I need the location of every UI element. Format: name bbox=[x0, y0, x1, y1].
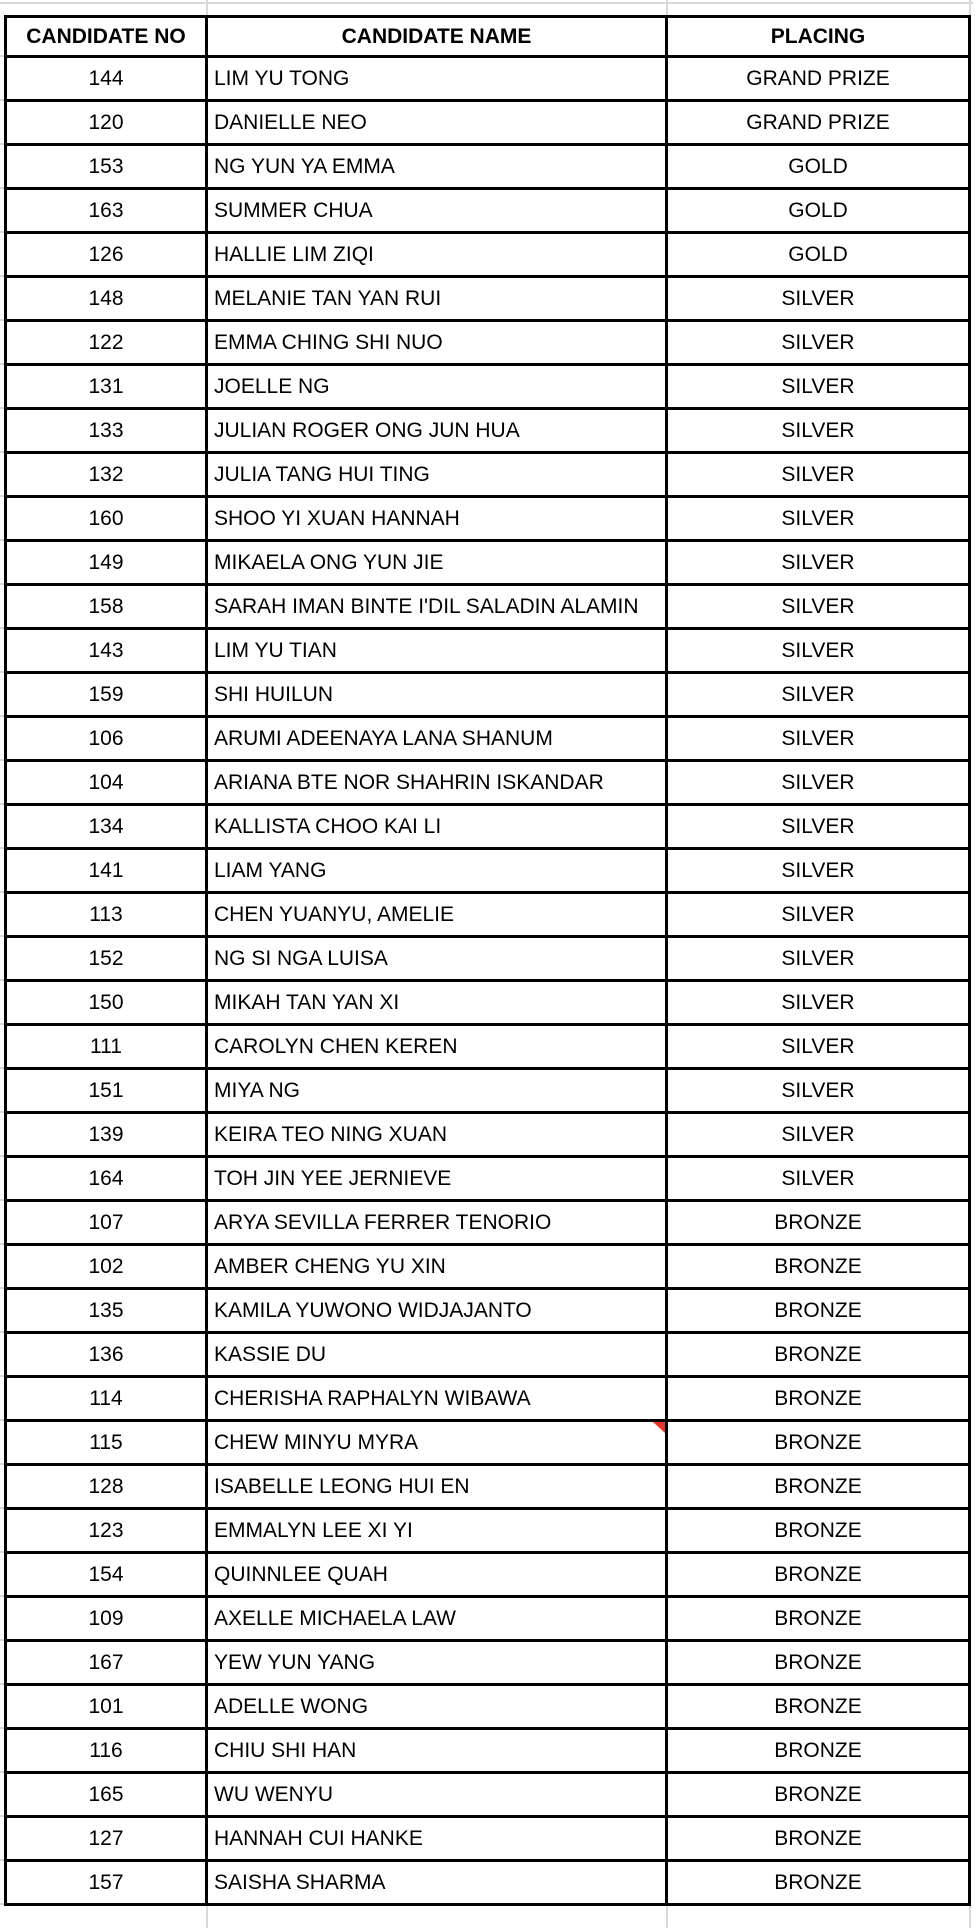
cell-candidate-name[interactable]: CHEW MINYU MYRA bbox=[208, 1422, 668, 1466]
cell-placing[interactable]: SILVER bbox=[668, 762, 968, 806]
cell-candidate-no[interactable]: 107 bbox=[7, 1202, 208, 1246]
cell-candidate-no[interactable]: 132 bbox=[7, 454, 208, 498]
cell-candidate-name[interactable]: EMMA CHING SHI NUO bbox=[208, 322, 668, 366]
table-row bbox=[7, 938, 968, 982]
cell-candidate-name[interactable]: EMMALYN LEE XI YI bbox=[208, 1510, 668, 1554]
cell-candidate-no[interactable]: 164 bbox=[7, 1158, 208, 1202]
cell-candidate-name[interactable]: MIKAELA ONG YUN JIE bbox=[208, 542, 668, 586]
cell-placing[interactable]: SILVER bbox=[668, 366, 968, 410]
cell-candidate-name[interactable]: JULIA TANG HUI TING bbox=[208, 454, 668, 498]
cell-placing[interactable]: GOLD bbox=[668, 146, 968, 190]
table-row bbox=[7, 982, 968, 1026]
table-row bbox=[7, 454, 968, 498]
cell-candidate-no[interactable]: 113 bbox=[7, 894, 208, 938]
cell-candidate-name[interactable]: ARIANA BTE NOR SHAHRIN ISKANDAR bbox=[208, 762, 668, 806]
sheet-gridline-vertical bbox=[666, 0, 668, 15]
cell-candidate-name[interactable]: NG SI NGA LUISA bbox=[208, 938, 668, 982]
comment-indicator-icon bbox=[653, 1422, 665, 1433]
cell-placing[interactable]: SILVER bbox=[668, 894, 968, 938]
table-row bbox=[7, 630, 968, 674]
table-row bbox=[7, 1422, 968, 1466]
cell-placing[interactable]: GOLD bbox=[668, 234, 968, 278]
table-row bbox=[7, 586, 968, 630]
cell-candidate-name[interactable]: ADELLE WONG bbox=[208, 1686, 668, 1730]
table-row bbox=[7, 234, 968, 278]
cell-placing[interactable]: SILVER bbox=[668, 674, 968, 718]
table-row bbox=[7, 1158, 968, 1202]
cell-candidate-no[interactable]: 141 bbox=[7, 850, 208, 894]
cell-candidate-no[interactable]: 143 bbox=[7, 630, 208, 674]
cell-candidate-no[interactable]: 134 bbox=[7, 806, 208, 850]
table-row bbox=[7, 410, 968, 454]
table-body bbox=[7, 58, 968, 1903]
cell-placing[interactable]: BRONZE bbox=[668, 1334, 968, 1378]
cell-candidate-no[interactable]: 154 bbox=[7, 1554, 208, 1598]
sheet-gridline-vertical bbox=[666, 1906, 668, 1928]
table-row bbox=[7, 146, 968, 190]
sheet-gridline-vertical bbox=[206, 1906, 208, 1928]
cell-placing[interactable]: BRONZE bbox=[668, 1730, 968, 1774]
cell-candidate-no[interactable]: 157 bbox=[7, 1862, 208, 1903]
table-row bbox=[7, 1510, 968, 1554]
cell-candidate-name[interactable]: CHIU SHI HAN bbox=[208, 1730, 668, 1774]
table-row bbox=[7, 1554, 968, 1598]
cell-placing[interactable]: SILVER bbox=[668, 1114, 968, 1158]
cell-placing[interactable]: BRONZE bbox=[668, 1246, 968, 1290]
cell-placing[interactable]: SILVER bbox=[668, 498, 968, 542]
cell-placing[interactable]: BRONZE bbox=[668, 1598, 968, 1642]
cell-candidate-no[interactable]: 150 bbox=[7, 982, 208, 1026]
cell-candidate-name[interactable]: QUINNLEE QUAH bbox=[208, 1554, 668, 1598]
cell-candidate-name[interactable]: KAMILA YUWONO WIDJAJANTO bbox=[208, 1290, 668, 1334]
column-header-placing: PLACING bbox=[668, 18, 968, 58]
table-row bbox=[7, 1774, 968, 1818]
cell-candidate-name[interactable]: TOH JIN YEE JERNIEVE bbox=[208, 1158, 668, 1202]
cell-candidate-no[interactable]: 131 bbox=[7, 366, 208, 410]
cell-candidate-name[interactable]: CHERISHA RAPHALYN WIBAWA bbox=[208, 1378, 668, 1422]
cell-candidate-no[interactable]: 126 bbox=[7, 234, 208, 278]
sheet-gridline-vertical bbox=[206, 0, 208, 15]
cell-placing[interactable]: SILVER bbox=[668, 1158, 968, 1202]
cell-placing[interactable]: SILVER bbox=[668, 850, 968, 894]
results-table bbox=[4, 15, 971, 1906]
cell-candidate-no[interactable]: 136 bbox=[7, 1334, 208, 1378]
cell-candidate-no[interactable]: 106 bbox=[7, 718, 208, 762]
cell-placing[interactable]: BRONZE bbox=[668, 1422, 968, 1466]
cell-candidate-name[interactable]: ARUMI ADEENAYA LANA SHANUM bbox=[208, 718, 668, 762]
cell-placing[interactable]: BRONZE bbox=[668, 1466, 968, 1510]
table-row bbox=[7, 1466, 968, 1510]
table-row bbox=[7, 1202, 968, 1246]
table-row bbox=[7, 1642, 968, 1686]
table-row bbox=[7, 366, 968, 410]
cell-candidate-name[interactable]: MELANIE TAN YAN RUI bbox=[208, 278, 668, 322]
table-row bbox=[7, 762, 968, 806]
cell-placing[interactable]: BRONZE bbox=[668, 1378, 968, 1422]
cell-placing[interactable]: GRAND PRIZE bbox=[668, 102, 968, 146]
table-row bbox=[7, 1246, 968, 1290]
table-row bbox=[7, 1818, 968, 1862]
cell-candidate-no[interactable]: 109 bbox=[7, 1598, 208, 1642]
table-row bbox=[7, 278, 968, 322]
table-row bbox=[7, 102, 968, 146]
table-row bbox=[7, 674, 968, 718]
table-row bbox=[7, 806, 968, 850]
cell-placing[interactable]: SILVER bbox=[668, 1070, 968, 1114]
cell-placing[interactable]: BRONZE bbox=[668, 1774, 968, 1818]
cell-candidate-no[interactable]: 114 bbox=[7, 1378, 208, 1422]
cell-candidate-name[interactable]: HALLIE LIM ZIQI bbox=[208, 234, 668, 278]
cell-candidate-name[interactable]: JULIAN ROGER ONG JUN HUA bbox=[208, 410, 668, 454]
cell-placing[interactable]: SILVER bbox=[668, 586, 968, 630]
cell-candidate-name[interactable]: KASSIE DU bbox=[208, 1334, 668, 1378]
cell-candidate-name[interactable]: SARAH IMAN BINTE I'DIL SALADIN ALAMIN bbox=[208, 586, 668, 630]
table-row bbox=[7, 894, 968, 938]
cell-candidate-no[interactable]: 116 bbox=[7, 1730, 208, 1774]
table-row bbox=[7, 1598, 968, 1642]
cell-candidate-no[interactable]: 153 bbox=[7, 146, 208, 190]
table-row bbox=[7, 1378, 968, 1422]
cell-candidate-name[interactable]: DANIELLE NEO bbox=[208, 102, 668, 146]
sheet-gridline-vertical bbox=[969, 1906, 971, 1928]
column-header-candidate-name: CANDIDATE NAME bbox=[208, 18, 668, 58]
table-row bbox=[7, 1686, 968, 1730]
cell-candidate-no[interactable]: 102 bbox=[7, 1246, 208, 1290]
cell-candidate-name[interactable]: LIM YU TONG bbox=[208, 58, 668, 102]
cell-candidate-no[interactable]: 165 bbox=[7, 1774, 208, 1818]
cell-candidate-no[interactable]: 128 bbox=[7, 1466, 208, 1510]
cell-candidate-name[interactable]: JOELLE NG bbox=[208, 366, 668, 410]
cell-candidate-name[interactable]: CHEN YUANYU, AMELIE bbox=[208, 894, 668, 938]
cell-candidate-no[interactable]: 152 bbox=[7, 938, 208, 982]
cell-placing[interactable]: SILVER bbox=[668, 322, 968, 366]
cell-placing[interactable]: SILVER bbox=[668, 454, 968, 498]
cell-placing[interactable]: BRONZE bbox=[668, 1554, 968, 1598]
cell-placing[interactable]: SILVER bbox=[668, 630, 968, 674]
cell-candidate-name[interactable]: SUMMER CHUA bbox=[208, 190, 668, 234]
cell-candidate-no[interactable]: 135 bbox=[7, 1290, 208, 1334]
table-row bbox=[7, 850, 968, 894]
cell-candidate-no[interactable]: 139 bbox=[7, 1114, 208, 1158]
cell-placing[interactable]: BRONZE bbox=[668, 1686, 968, 1730]
table-row bbox=[7, 1114, 968, 1158]
cell-placing[interactable]: SILVER bbox=[668, 542, 968, 586]
column-header-candidate-no: CANDIDATE NO bbox=[7, 18, 208, 58]
table-row bbox=[7, 498, 968, 542]
cell-candidate-name[interactable]: AMBER CHENG YU XIN bbox=[208, 1246, 668, 1290]
cell-candidate-name[interactable]: MIKAH TAN YAN XI bbox=[208, 982, 668, 1026]
cell-candidate-no[interactable]: 167 bbox=[7, 1642, 208, 1686]
cell-candidate-no[interactable]: 149 bbox=[7, 542, 208, 586]
table-row bbox=[7, 1730, 968, 1774]
cell-placing[interactable]: SILVER bbox=[668, 410, 968, 454]
cell-candidate-name[interactable]: MIYA NG bbox=[208, 1070, 668, 1114]
cell-candidate-no[interactable]: 127 bbox=[7, 1818, 208, 1862]
cell-candidate-no[interactable]: 160 bbox=[7, 498, 208, 542]
cell-candidate-no[interactable]: 144 bbox=[7, 58, 208, 102]
cell-candidate-name[interactable]: NG YUN YA EMMA bbox=[208, 146, 668, 190]
cell-candidate-no[interactable]: 148 bbox=[7, 278, 208, 322]
cell-candidate-no[interactable]: 163 bbox=[7, 190, 208, 234]
cell-candidate-name[interactable]: SHI HUILUN bbox=[208, 674, 668, 718]
cell-placing[interactable]: BRONZE bbox=[668, 1202, 968, 1246]
table-row bbox=[7, 542, 968, 586]
cell-placing[interactable]: SILVER bbox=[668, 806, 968, 850]
cell-candidate-no[interactable]: 158 bbox=[7, 586, 208, 630]
cell-candidate-no[interactable]: 101 bbox=[7, 1686, 208, 1730]
cell-candidate-name[interactable]: ISABELLE LEONG HUI EN bbox=[208, 1466, 668, 1510]
cell-placing[interactable]: BRONZE bbox=[668, 1642, 968, 1686]
table-row bbox=[7, 58, 968, 102]
cell-candidate-no[interactable]: 133 bbox=[7, 410, 208, 454]
table-header-row bbox=[7, 18, 968, 58]
cell-candidate-name[interactable]: WU WENYU bbox=[208, 1774, 668, 1818]
cell-candidate-name[interactable]: HANNAH CUI HANKE bbox=[208, 1818, 668, 1862]
cell-candidate-no[interactable]: 159 bbox=[7, 674, 208, 718]
table-row bbox=[7, 190, 968, 234]
table-row bbox=[7, 1862, 968, 1903]
table-row bbox=[7, 718, 968, 762]
cell-candidate-no[interactable]: 111 bbox=[7, 1026, 208, 1070]
table-row bbox=[7, 322, 968, 366]
cell-candidate-no[interactable]: 123 bbox=[7, 1510, 208, 1554]
cell-candidate-no[interactable]: 104 bbox=[7, 762, 208, 806]
cell-candidate-name[interactable]: SAISHA SHARMA bbox=[208, 1862, 668, 1903]
sheet-gridline-horizontal bbox=[0, 2, 973, 4]
cell-candidate-name[interactable]: YEW YUN YANG bbox=[208, 1642, 668, 1686]
cell-candidate-no[interactable]: 115 bbox=[7, 1422, 208, 1466]
cell-candidate-name[interactable]: LIAM YANG bbox=[208, 850, 668, 894]
table-row bbox=[7, 1290, 968, 1334]
sheet-gridline-vertical bbox=[969, 0, 971, 15]
cell-placing[interactable]: BRONZE bbox=[668, 1510, 968, 1554]
cell-candidate-name[interactable]: SHOO YI XUAN HANNAH bbox=[208, 498, 668, 542]
cell-placing[interactable]: SILVER bbox=[668, 278, 968, 322]
cell-candidate-name[interactable]: ARYA SEVILLA FERRER TENORIO bbox=[208, 1202, 668, 1246]
cell-candidate-name[interactable]: AXELLE MICHAELA LAW bbox=[208, 1598, 668, 1642]
table-row bbox=[7, 1070, 968, 1114]
cell-placing[interactable]: SILVER bbox=[668, 718, 968, 762]
cell-placing[interactable]: SILVER bbox=[668, 982, 968, 1026]
cell-candidate-name[interactable]: KEIRA TEO NING XUAN bbox=[208, 1114, 668, 1158]
cell-placing[interactable]: GOLD bbox=[668, 190, 968, 234]
cell-candidate-no[interactable]: 151 bbox=[7, 1070, 208, 1114]
cell-candidate-name[interactable]: CAROLYN CHEN KEREN bbox=[208, 1026, 668, 1070]
cell-placing[interactable]: BRONZE bbox=[668, 1290, 968, 1334]
cell-placing[interactable]: BRONZE bbox=[774, 1871, 862, 1894]
table-row bbox=[7, 1334, 968, 1378]
cell-placing[interactable]: SILVER bbox=[668, 938, 968, 982]
cell-candidate-no[interactable]: 120 bbox=[7, 102, 208, 146]
cell-candidate-no[interactable]: 122 bbox=[7, 322, 208, 366]
cell-placing[interactable]: GRAND PRIZE bbox=[668, 58, 968, 102]
table-row bbox=[7, 1026, 968, 1070]
cell-candidate-name[interactable]: KALLISTA CHOO KAI LI bbox=[208, 806, 668, 850]
cell-candidate-name[interactable]: LIM YU TIAN bbox=[208, 630, 668, 674]
cell-placing[interactable]: BRONZE bbox=[668, 1818, 968, 1862]
cell-placing[interactable]: SILVER bbox=[668, 1026, 968, 1070]
